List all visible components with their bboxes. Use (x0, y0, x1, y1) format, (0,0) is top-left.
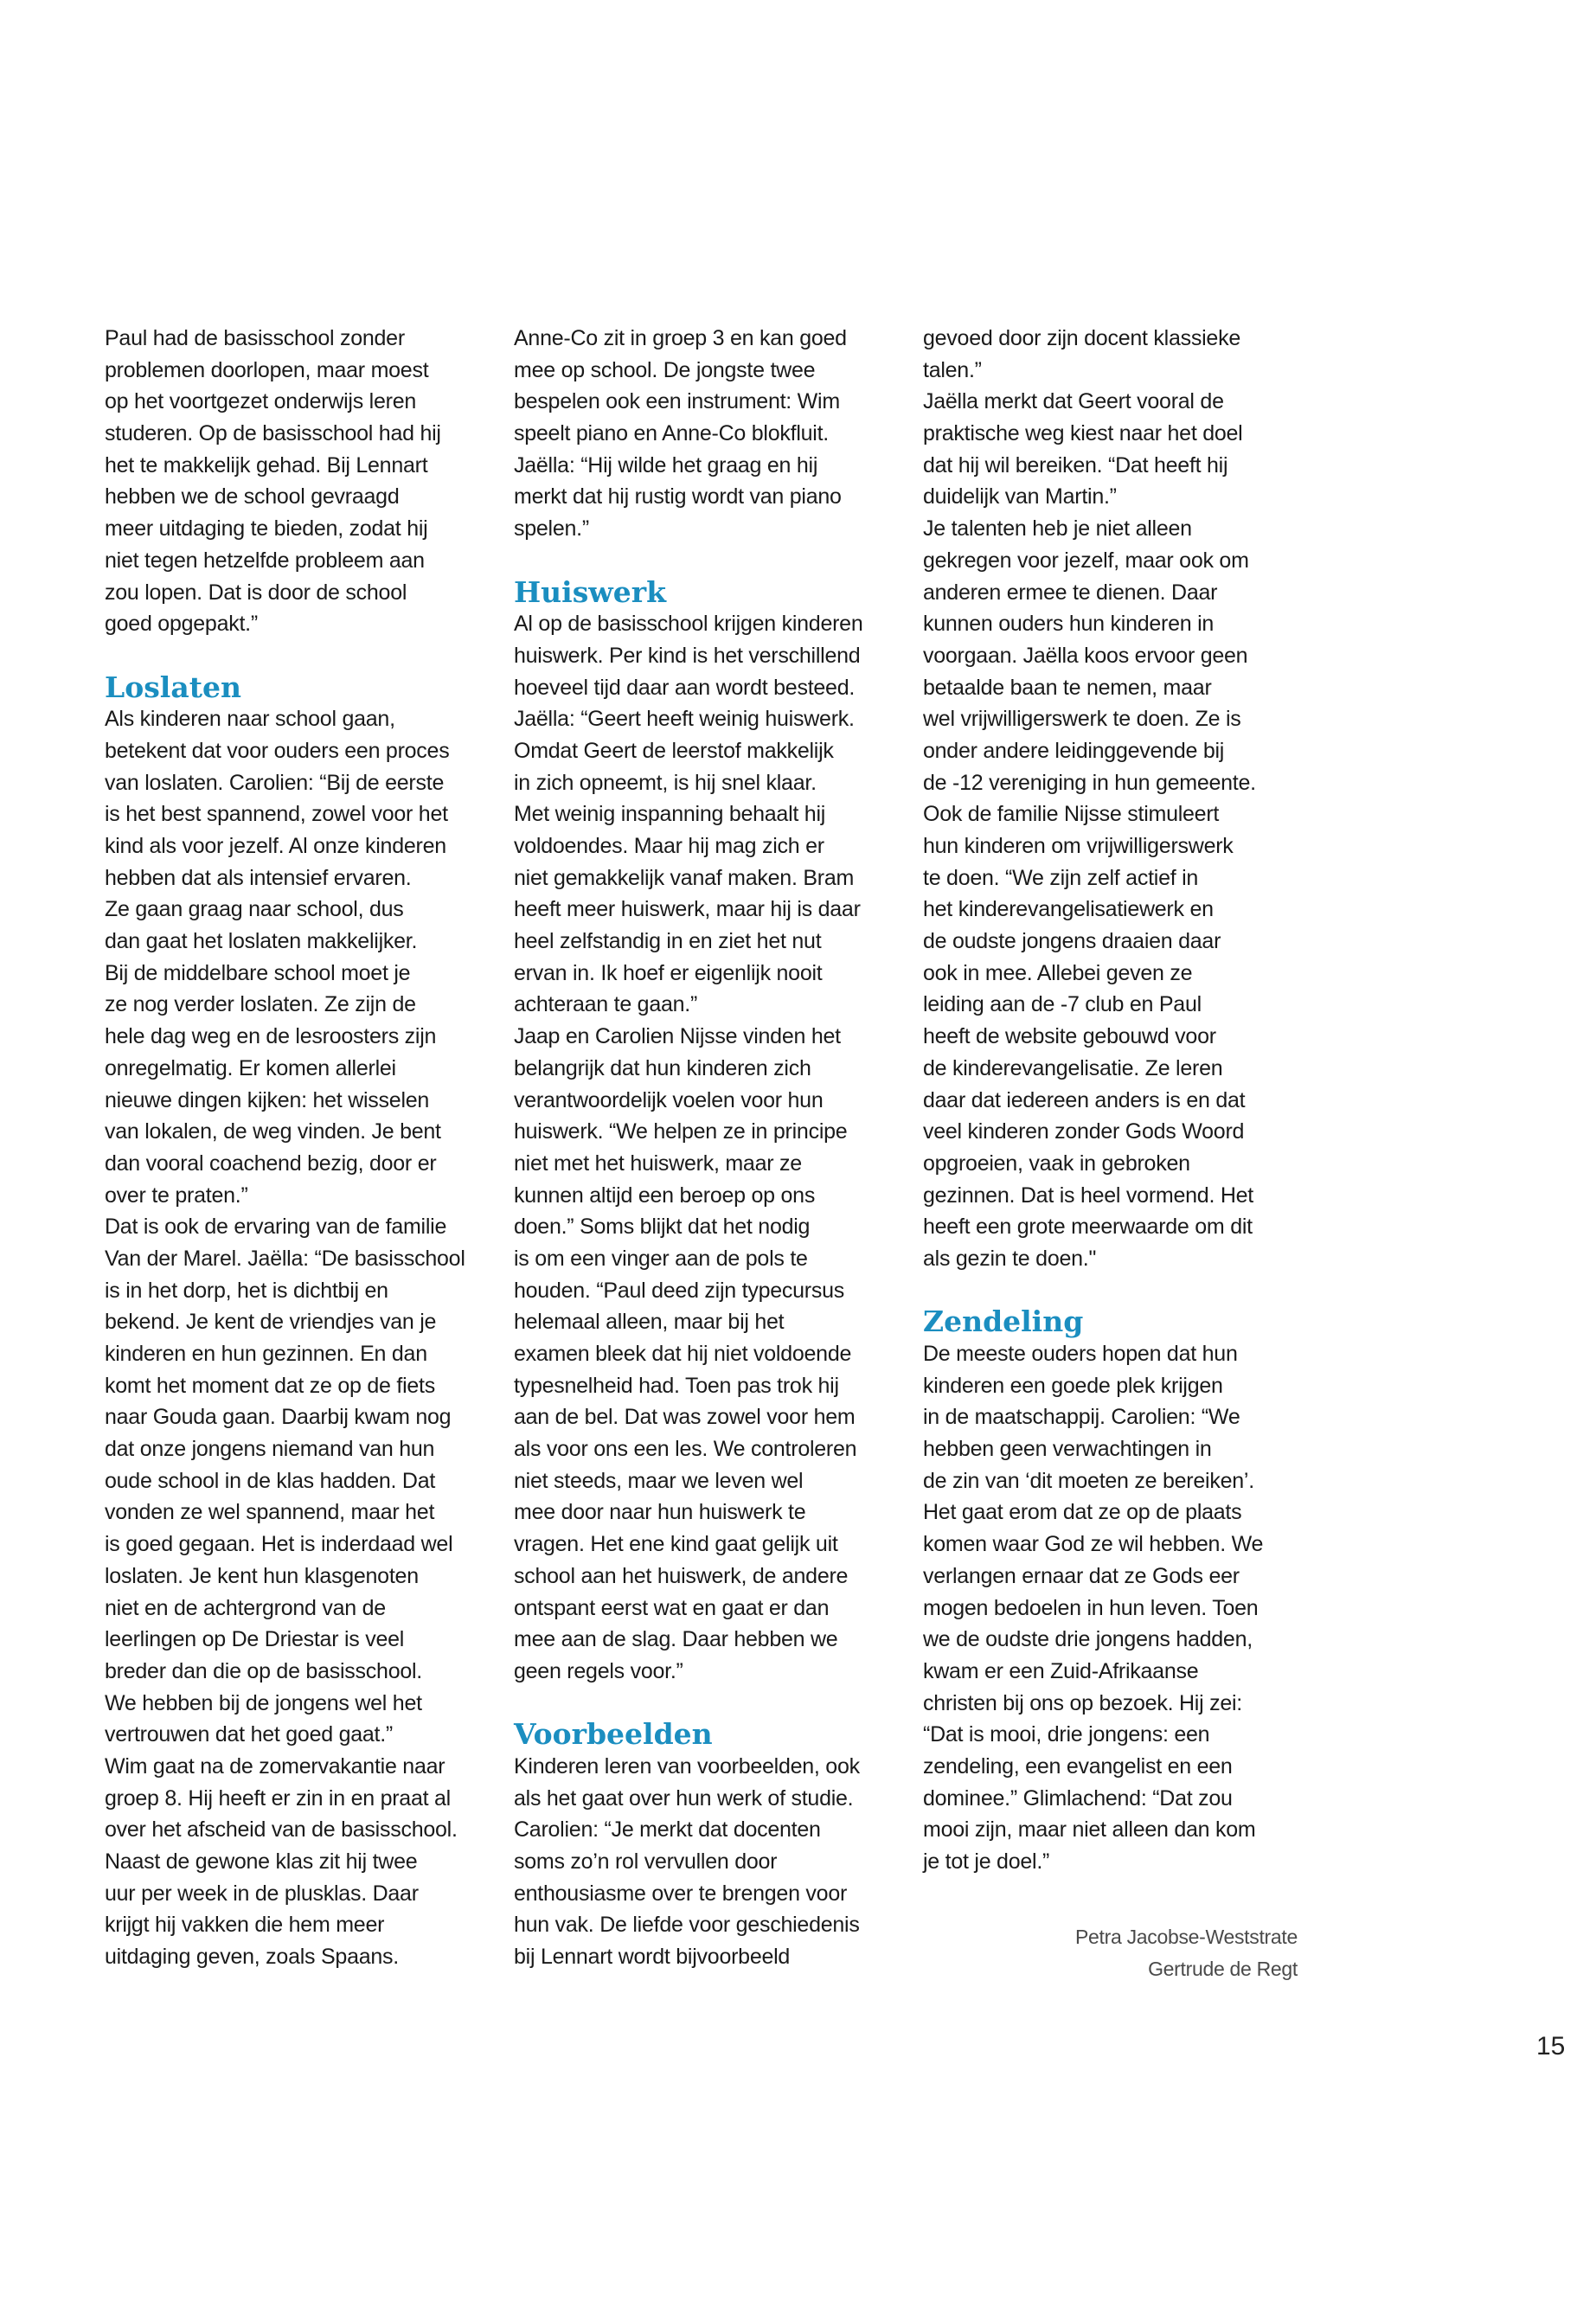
text-line: kwam er een Zuid-Afrikaanse (923, 1658, 1199, 1683)
paragraph (514, 608, 903, 1687)
section-heading: Huiswerk (514, 574, 666, 609)
text-line: bespelen ook een instrument: Wim (514, 389, 840, 414)
text-line: hebben geen verwachtingen in (923, 1437, 1212, 1462)
text-line: in de maatschappij. Carolien: “We (923, 1405, 1240, 1430)
text-line: is goed gegaan. Het is inderdaad wel (105, 1532, 453, 1557)
text-line: Kinderen leren van voorbeelden, ook (514, 1753, 860, 1779)
text-line: kind als voor jezelf. Al onze kinderen (105, 834, 446, 858)
text-line: de -12 vereniging in hun gemeente. (923, 770, 1256, 795)
paragraph (105, 323, 494, 640)
text-line: als gezin te doen." (923, 1246, 1097, 1271)
text-line: Als kinderen naar school gaan, (105, 707, 395, 732)
text-line: komt het moment dat ze op de fiets (105, 1373, 435, 1398)
text-line: naar Gouda gaan. Daarbij kwam nog (105, 1405, 452, 1430)
text-line: heeft meer huiswerk, maar hij is daar (514, 897, 861, 922)
text-line: opgroeien, vaak in gebroken (923, 1150, 1190, 1176)
text-line: heeft een grote meerwaarde om dit (923, 1215, 1253, 1240)
paragraph (923, 323, 1312, 1275)
article-column-3 (923, 323, 1312, 1878)
text-line: mogen bedoelen in hun leven. Toen (923, 1595, 1259, 1620)
text-line: vragen. Het ene kind gaat gelijk uit (514, 1532, 838, 1557)
text-line: Jaëlla: “Hij wilde het graag en hij (514, 452, 818, 478)
text-line: niet en de achtergrond van de (105, 1595, 386, 1620)
text-line: Al op de basisschool krijgen kinderen (514, 612, 863, 637)
text-line: Paul had de basisschool zonder (105, 326, 405, 350)
text-line: gevoed door zijn docent klassieke (923, 326, 1240, 350)
text-line: belangrijk dat hun kinderen zich (514, 1055, 811, 1080)
text-line: Carolien: “Je merkt dat docenten (514, 1817, 821, 1843)
text-line: ervan in. Ik hoef er eigenlijk nooit (514, 960, 823, 985)
text-line: We hebben bij de jongens wel het (105, 1690, 422, 1715)
text-line: Wim gaat na de zomervakantie naar (105, 1753, 445, 1779)
text-line: “Dat is mooi, drie jongens: een (923, 1722, 1210, 1747)
text-line: betekent dat voor ouders een proces (105, 738, 450, 763)
text-line: is in het dorp, het is dichtbij en (105, 1278, 388, 1303)
text-line: mee op school. De jongste twee (514, 357, 816, 382)
text-line: speelt piano en Anne-Co blokfluit. (514, 421, 829, 446)
text-line: is om een vinger aan de pols te (514, 1246, 808, 1271)
text-line: Bij de middelbare school moet je (105, 960, 411, 985)
text-line: de zin van ‘dit moeten ze bereiken’. (923, 1468, 1254, 1493)
text-line: uur per week in de plusklas. Daar (105, 1881, 419, 1906)
section-heading: Voorbeelden (514, 1717, 713, 1752)
text-line: oude school in de klas hadden. Dat (105, 1468, 436, 1493)
text-line: dominee.” Glimlachend: “Dat zou (923, 1785, 1233, 1811)
text-line: Omdat Geert de leerstof makkelijk (514, 738, 834, 763)
page-number: 15 (1536, 2032, 1566, 2061)
text-line: voorgaan. Jaëlla koos ervoor geen (923, 643, 1248, 668)
text-line: Je talenten heb je niet alleen (923, 516, 1192, 542)
text-line: gekregen voor jezelf, maar ook om (923, 548, 1249, 573)
text-line: het te makkelijk gehad. Bij Lennart (105, 452, 428, 478)
text-line: duidelijk van Martin.” (923, 484, 1117, 510)
text-line: voldoendes. Maar hij mag zich er (514, 834, 824, 858)
text-line: Naast de gewone klas zit hij twee (105, 1849, 418, 1874)
text-line: krijgt hij vakken die hem meer (105, 1913, 385, 1938)
article-column-2 (514, 323, 903, 1973)
text-line: aan de bel. Dat was zowel voor hem (514, 1405, 856, 1430)
text-line: mee aan de slag. Daar hebben we (514, 1627, 838, 1652)
text-line: zou lopen. Dat is door de school (105, 580, 407, 605)
text-line: spelen.” (514, 516, 589, 542)
text-line: mooi zijn, maar niet alleen dan kom (923, 1817, 1256, 1843)
text-line: christen bij ons op bezoek. Hij zei: (923, 1690, 1242, 1715)
text-line: problemen doorlopen, maar moest (105, 357, 429, 382)
text-line: ook in mee. Allebei geven ze (923, 960, 1193, 985)
text-line: dat onze jongens niemand van hun (105, 1437, 435, 1462)
text-line: bij Lennart wordt bijvoorbeeld (514, 1945, 791, 1970)
text-line: verlangen ernaar dat ze Gods eer (923, 1563, 1240, 1588)
paragraph (923, 1338, 1312, 1878)
section-heading: Zendeling (923, 1304, 1084, 1339)
text-line: niet met het huiswerk, maar ze (514, 1150, 802, 1176)
text-line: wel vrijwilligerswerk te doen. Ze is (923, 707, 1241, 732)
text-line: als voor ons een les. We controleren (514, 1437, 857, 1462)
text-line: we de oudste drie jongens hadden, (923, 1627, 1253, 1652)
text-line: Jaëlla: “Geert heeft weinig huiswerk. (514, 707, 855, 732)
text-line: merkt dat hij rustig wordt van piano (514, 484, 842, 510)
text-line: hun kinderen om vrijwilligerswerk (923, 834, 1234, 858)
text-line: hele dag weg en de lesroosters zijn (105, 1024, 437, 1049)
text-line: betaalde baan te nemen, maar (923, 675, 1212, 700)
text-line: soms zo’n rol vervullen door (514, 1849, 778, 1874)
text-line: verantwoordelijk voelen voor hun (514, 1087, 824, 1112)
text-line: te doen. “We zijn zelf actief in (923, 865, 1199, 890)
text-line: achteraan te gaan.” (514, 992, 698, 1017)
text-line: onregelmatig. Er komen allerlei (105, 1055, 396, 1080)
text-line: vonden ze wel spannend, maar het (105, 1500, 435, 1525)
text-line: studeren. Op de basisschool had hij (105, 421, 441, 446)
text-line: Jaap en Carolien Nijsse vinden het (514, 1024, 841, 1049)
text-line: huiswerk. Per kind is het verschillend (514, 643, 861, 668)
text-line: anderen ermee te dienen. Daar (923, 580, 1218, 605)
paragraph (105, 703, 494, 1973)
text-line: Dat is ook de ervaring van de familie (105, 1215, 447, 1240)
text-line: in zich opneemt, is hij snel klaar. (514, 770, 817, 795)
text-line: kunnen ouders hun kinderen in (923, 612, 1215, 637)
text-line: onder andere leidinggevende bij (923, 738, 1225, 763)
text-line: hun vak. De liefde voor geschiedenis (514, 1913, 860, 1938)
text-line: is het best spannend, zowel voor het (105, 802, 448, 827)
text-line: doen.” Soms blijkt dat het nodig (514, 1215, 811, 1240)
text-line: over te praten.” (105, 1183, 248, 1208)
text-line: kinderen een goede plek krijgen (923, 1373, 1223, 1398)
text-line: leiding aan de -7 club en Paul (923, 992, 1202, 1017)
text-line: op het voortgezet onderwijs leren (105, 389, 417, 414)
text-line: nieuwe dingen kijken: het wisselen (105, 1087, 430, 1112)
text-line: dan vooral coachend bezig, door er (105, 1150, 437, 1176)
text-line: Jaëlla merkt dat Geert vooral de (923, 389, 1224, 414)
text-line: komen waar God ze wil hebben. We (923, 1532, 1264, 1557)
text-line: gezinnen. Dat is heel vormend. Het (923, 1183, 1253, 1208)
text-line: Met weinig inspanning behaalt hij (514, 802, 826, 827)
text-line: meer uitdaging te bieden, zodat hij (105, 516, 428, 542)
text-line: ontspant eerst wat en gaat er dan (514, 1595, 830, 1620)
text-line: Anne-Co zit in groep 3 en kan goed (514, 326, 847, 350)
text-line: heel zelfstandig in en ziet het nut (514, 929, 822, 954)
text-line: praktische weg kiest naar het doel (923, 421, 1243, 446)
text-line: de kinderevangelisatie. Ze leren (923, 1055, 1223, 1080)
text-line: Het gaat erom dat ze op de plaats (923, 1500, 1242, 1525)
text-line: enthousiasme over te brengen voor (514, 1881, 848, 1906)
text-line: helemaal alleen, maar bij het (514, 1310, 785, 1335)
section-heading: Loslaten (105, 670, 241, 704)
text-line: kunnen altijd een beroep op ons (514, 1183, 816, 1208)
text-line: loslaten. Je kent hun klasgenoten (105, 1563, 419, 1588)
text-line: mee door naar hun huiswerk te (514, 1500, 806, 1525)
text-line: niet tegen hetzelfde probleem aan (105, 548, 425, 573)
text-line: hebben we de school gevraagd (105, 484, 400, 510)
text-line: huiswerk. “We helpen ze in principe (514, 1119, 848, 1144)
text-line: geen regels voor.” (514, 1658, 683, 1683)
text-line: goed opgepakt.” (105, 612, 258, 637)
text-line: van loslaten. Carolien: “Bij de eerste (105, 770, 445, 795)
text-line: Ze gaan graag naar school, dus (105, 897, 404, 922)
text-line: groep 8. Hij heeft er zin in en praat al (105, 1785, 451, 1811)
text-line: bekend. Je kent de vriendjes van je (105, 1310, 437, 1335)
text-line: dat hij wil bereiken. “Dat heeft hij (923, 452, 1228, 478)
text-line: zendeling, een evangelist en een (923, 1753, 1233, 1779)
text-line: kinderen en hun gezinnen. En dan (105, 1342, 427, 1366)
paragraph (514, 323, 903, 545)
paragraph (514, 1751, 903, 1973)
text-line: daar dat iedereen anders is en dat (923, 1087, 1246, 1112)
text-line: het kinderevangelisatiewerk en (923, 897, 1214, 922)
text-line: hebben dat als intensief ervaren. (105, 865, 412, 890)
text-line: over het afscheid van de basisschool. (105, 1817, 458, 1843)
text-line: niet steeds, maar we leven wel (514, 1468, 804, 1493)
text-line: als het gaat over hun werk of studie. (514, 1785, 854, 1811)
text-line: breder dan die op de basisschool. (105, 1658, 423, 1683)
text-line: niet gemakkelijk vanaf maken. Bram (514, 865, 855, 890)
text-line: je tot je doel.” (923, 1849, 1050, 1874)
text-line: hoeveel tijd daar aan wordt besteed. (514, 675, 856, 700)
author-name: Gertrude de Regt (1148, 1958, 1298, 1980)
author-credits (1075, 1921, 1298, 1985)
text-line: van lokalen, de weg vinden. Je bent (105, 1119, 441, 1144)
text-line: school aan het huiswerk, de andere (514, 1563, 849, 1588)
text-line: ze nog verder loslaten. Ze zijn de (105, 992, 416, 1017)
article-column-1 (105, 323, 494, 1973)
text-line: typesnelheid had. Toen pas trok hij (514, 1373, 839, 1398)
text-line: veel kinderen zonder Gods Woord (923, 1119, 1245, 1144)
text-line: de oudste jongens draaien daar (923, 929, 1221, 954)
text-line: De meeste ouders hopen dat hun (923, 1342, 1238, 1366)
text-line: examen bleek dat hij niet voldoende (514, 1342, 852, 1366)
text-line: heeft de website gebouwd voor (923, 1024, 1216, 1049)
author-name: Petra Jacobse-Weststrate (1075, 1926, 1298, 1948)
text-line: leerlingen op De Driestar is veel (105, 1627, 405, 1652)
text-line: vertrouwen dat het goed gaat.” (105, 1722, 394, 1747)
text-line: Ook de familie Nijsse stimuleert (923, 802, 1220, 827)
text-line: dan gaat het loslaten makkelijker. (105, 929, 418, 954)
text-line: houden. “Paul deed zijn typecursus (514, 1278, 845, 1303)
text-line: uitdaging geven, zoals Spaans. (105, 1945, 399, 1970)
text-line: talen.” (923, 357, 982, 382)
text-line: Van der Marel. Jaëlla: “De basisschool (105, 1246, 465, 1271)
